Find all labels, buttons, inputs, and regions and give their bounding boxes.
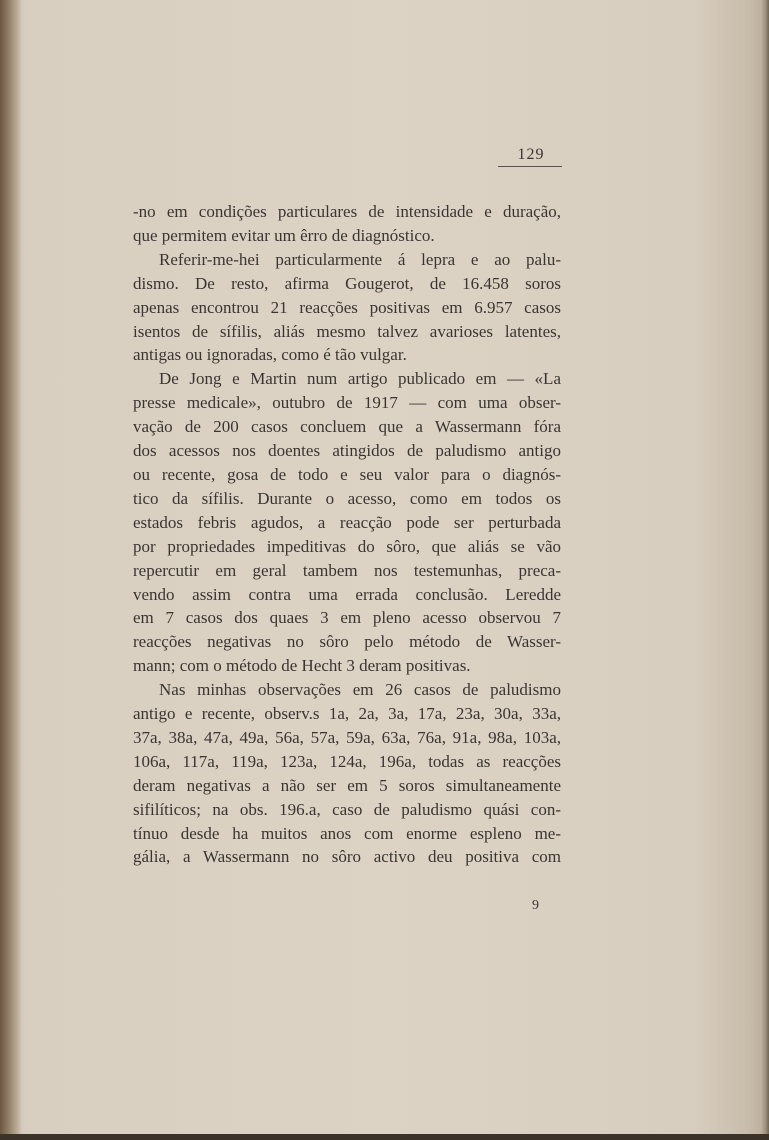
text-line: que permitem evitar um êrro de diagnóstico.: [133, 225, 435, 245]
text-line: De Jong e Martin num artigo publicado em — «La: [159, 369, 561, 389]
text-line: gália, a Wassermann no sôro activo deu positiva com: [133, 847, 561, 867]
signature-mark: 9: [532, 898, 539, 913]
text-line: reacções negativas no sôro pelo método de Wasser-: [133, 632, 561, 652]
text-line: mann; com o método de Hecht 3 deram positivas.: [133, 656, 471, 676]
body-text: [133, 200, 561, 869]
text-line: -no em condições particulares de intensidade e duração,: [133, 202, 561, 221]
text-line: ou recente, gosa de todo e seu valor para o diagnós-: [133, 464, 561, 484]
text-line: em 7 casos dos quaes 3 em pleno acesso observou 7: [133, 608, 561, 628]
book-spine-shadow: [0, 0, 22, 1140]
text-line: por propriedades impeditivas do sôro, que aliás se vão: [133, 536, 561, 556]
text-line: vação de 200 casos concluem que a Wassermann fóra: [133, 417, 561, 437]
text-line: antigo e recente, observ.s 1a, 2a, 3a, 17a, 23a, 30a, 33a,: [133, 704, 561, 724]
text-line: sifilíticos; na obs. 196.a, caso de paludismo quási con-: [133, 799, 561, 819]
text-line: apenas encontrou 21 reacções positivas em 6.957 casos: [133, 297, 561, 317]
page-number-rule: [498, 166, 562, 167]
text-line: antigas ou ignoradas, como é tão vulgar.: [133, 345, 407, 365]
text-line: Referir-me-hei particularmente á lepra e ao palu-: [159, 249, 561, 269]
text-line: isentos de sífilis, aliás mesmo talvez avarioses latentes,: [133, 321, 561, 341]
text-line: dismo. De resto, afirma Gougerot, de 16.458 soros: [133, 273, 561, 293]
page-edge-shadow: [761, 0, 769, 1140]
page-number: 129: [517, 146, 545, 163]
page-bottom-edge: [0, 1134, 769, 1140]
text-line: 106a, 117a, 119a, 123a, 124a, 196a, todas as reacções: [133, 751, 561, 771]
text-line: estados febris agudos, a reacção pode ser perturbada: [133, 512, 561, 532]
text-line: dos acessos nos doentes atingidos de paludismo antigo: [133, 441, 561, 461]
text-line: repercutir em geral tambem nos testemunhas, preca-: [133, 560, 561, 580]
text-line: 37a, 38a, 47a, 49a, 56a, 57a, 59a, 63a, 76a, 91a, 98a, 103a,: [133, 727, 561, 747]
text-line: vendo assim contra uma errada conclusão. Leredde: [133, 584, 561, 604]
text-line: tínuo desde ha muitos anos com enorme espleno me-: [133, 823, 561, 843]
text-line: deram negativas a não ser em 5 soros simultaneamente: [133, 775, 561, 795]
text-line: tico da sífilis. Durante o acesso, como em todos os: [133, 488, 561, 508]
text-line: presse medicale», outubro de 1917 — com uma obser-: [133, 393, 561, 413]
text-line: Nas minhas observações em 26 casos de paludismo: [159, 680, 561, 700]
